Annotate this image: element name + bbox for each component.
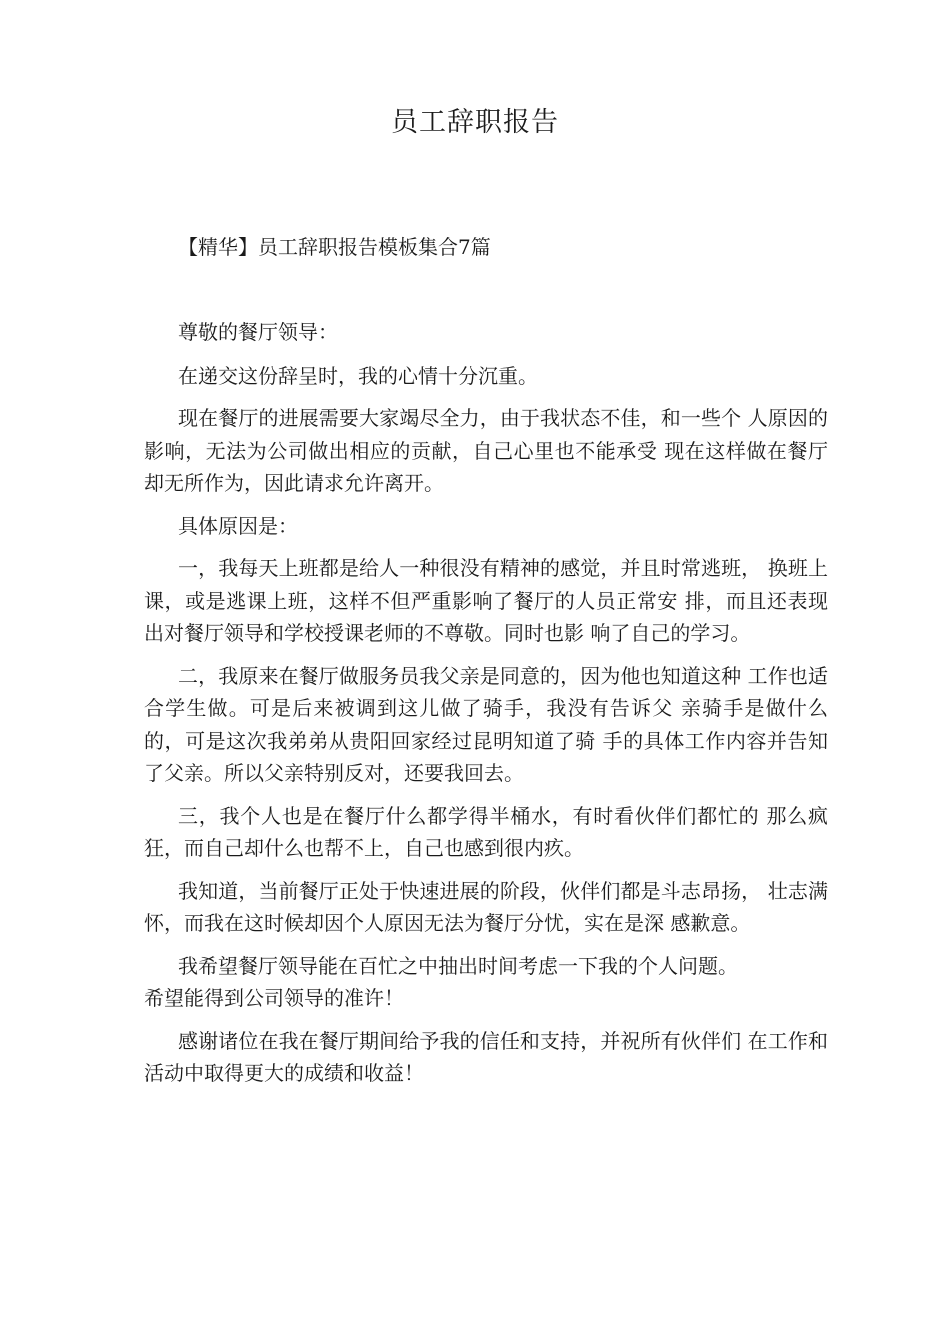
paragraph-approval: 希望能得到公司领导的准许！ — [144, 986, 404, 1010]
paragraph-request: 我希望餐厅领导能在百忙之中抽出时间考虑一下我的个人问题。 — [178, 953, 738, 978]
paragraph-apology: 我知道，当前餐厅正处于快速进展的阶段，伙伴们都是斗志昂扬， 壮志满怀，而我在这时候却因个人原因无法为餐厅分忧，实在是深 感歉意。 — [144, 878, 828, 935]
paragraph-reason-intro: 现在餐厅的进展需要大家竭尽全力，由于我状态不佳，和一些个 人原因的影响，无法为公司做出相应的贡献，自己心里也不能承受 现在这样做在餐厅却无所作为，因此请求允许离开。 — [144, 406, 828, 495]
salutation: 尊敬的餐厅领导： — [178, 320, 338, 344]
paragraph-specific-reasons: 具体原因是： — [178, 513, 298, 538]
document-title: 员工辞职报告 — [391, 107, 559, 138]
paragraph-reason-one: 一，我每天上班都是给人一种很没有精神的感觉，并且时常逃班， 换班上课，或是逃课上班，这样不但严重影响了餐厅的人员正常安 排，而且还表现出对餐厅领导和学校授课老师的不尊敬。同时也影 响了自己的学习。 — [144, 556, 828, 645]
paragraph-opening: 在递交这份辞呈时，我的心情十分沉重。 — [178, 363, 538, 388]
document-body — [144, 316, 828, 1100]
paragraph-reason-two: 二，我原来在餐厅做服务员我父亲是同意的，因为他也知道这种 工作也适合学生做。可是后来被调到这儿做了骑手，我没有告诉父 亲骑手是做什么的，可是这次我弟弟从贵阳回家经过昆明知道了骑 手的具体工作内容并告知了父亲。所以父亲特别反对，还要我回去。 — [144, 663, 828, 785]
paragraph-reason-three: 三，我个人也是在餐厅什么都学得半桶水，有时看伙伴们都忙的 那么疯狂，而自己却什么也帮不上，自己也感到很内疚。 — [144, 803, 828, 860]
paragraph-thanks: 感谢诸位在我在餐厅期间给予我的信任和支持，并祝所有伙伴们 在工作和活动中取得更大的成绩和收益！ — [144, 1028, 828, 1085]
document-subtitle: 【精华】员工辞职报告模板集合7篇 — [178, 235, 491, 259]
